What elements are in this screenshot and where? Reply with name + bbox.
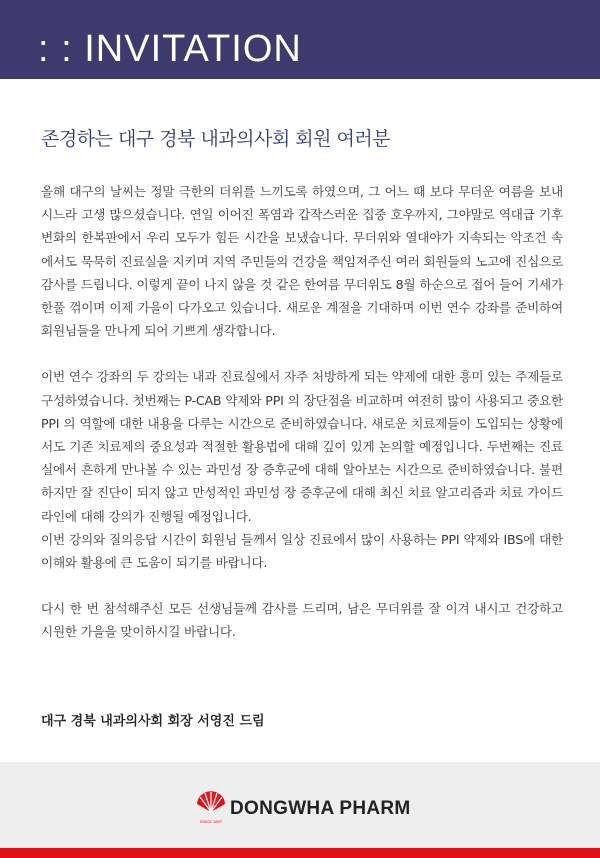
greeting-heading: 존경하는 대구 경북 내과의사회 회원 여러분	[41, 128, 391, 150]
header-banner	[0, 0, 600, 79]
dongwha-logo	[196, 790, 411, 828]
signature: 대구 경북 내과의사회 회장 서영진 드림	[41, 714, 265, 729]
paragraph-2: 이번 연수 강좌의 두 강의는 내과 진료실에서 자주 처방하게 되는 약제에 대한 흥미 있는 주제들로 구성하였습니다. 첫번째는 P-CAB 약제와 PPI 의 장단점을 비교하며 여전히 많이 사용되고 중요한 PPI 의 역할에 대한 내용을 다루는 시간으로 준비하였습니다. 새로운 치료제들이 도입되는 상황에서도 기존 치료제의 중요성과 적절한 활용법에 대해 깊이 있게 논의할 예정입니다. 두번째는 진료실에서 흔하게 만나볼 수 있는 과민성 장 증후군에 대해 알아보는 시간으로 준비하였습니다. 불편하지만 잘 진단이 되지 않고 만성적인 과민성 장 증후군에 대해 최신 치료 알고리즘과 치료 가이드라인에 대해 강의가 진행될 예정입니다.	[41, 369, 563, 524]
letter-body	[41, 180, 563, 644]
page-title: : : INVITATION	[38, 28, 302, 70]
logo-since-text: SINCE 1897	[199, 819, 223, 824]
brand-bar	[0, 848, 600, 858]
paragraph-1: 올해 대구의 날씨는 정말 극한의 더위를 느끼도록 하였으며, 그 어느 때 보다 무더운 여름을 보내시느라 고생 많으셨습니다. 연일 이어진 폭염과 갑작스러운 집중 호우까지, 그야말로 역대급 기후 변화의 한복판에서 우리 모두가 힘든 시간을 보냈습니다. 무더위와 열대야가 지속되는 악조건 속에서도 묵묵히 진료실을 지키며 지역 주민들의 건강을 책임져주신 여러 회원들의 노고에 진심으로 감사를 드립니다. 이렇게 끝이 나지 않을 것 같은 한여름 무더위도 8월 하순으로 접어 들어 기세가 한풀 꺾이며 이제 가을이 다가오고 있습니다. 새로운 계절을 기대하며 이번 연수 강좌를 준비하여 회원님들을 만나게 되어 기쁘게 생각합니다.	[41, 184, 563, 339]
dongwha-fan-logo-icon	[196, 790, 226, 826]
logo-text: DONGWHA PHARM	[230, 798, 411, 819]
paragraph-4: 다시 한 번 참석해주신 모든 선생님들께 감사를 드리며, 남은 무더위를 잘 이겨 내시고 건강하고 시원한 가을을 맞이하시길 바랍니다.	[41, 601, 563, 640]
paragraph-3: 이번 강의와 질의응답 시간이 회원님 들께서 일상 진료에서 많이 사용하는 PPI 약제와 IBS에 대한 이해와 활용에 큰 도움이 되기를 바랍니다.	[41, 531, 563, 571]
